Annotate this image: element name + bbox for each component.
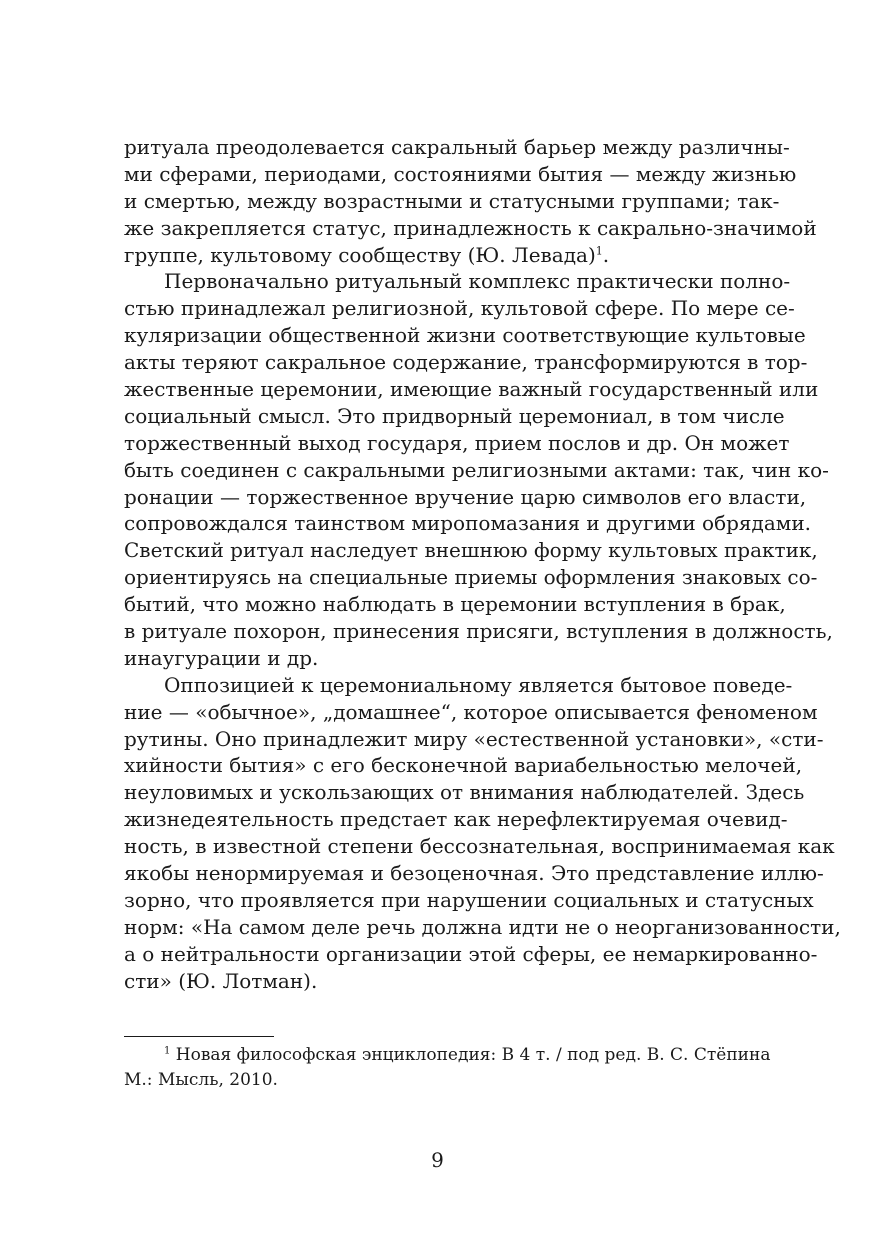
text-line: рутины. Оно принадлежит миру «естественной установки», «сти- — [124, 726, 824, 751]
footnote-line: М.: Мысль, 2010. — [124, 1070, 278, 1090]
text-line: стью принадлежал религиозной, культовой сфере. По мере се- — [124, 296, 795, 321]
text-line: быть соединен с сакральными религиозными актами: так, чин ко- — [124, 457, 829, 482]
paragraph-3 — [124, 672, 841, 995]
footnote-reference[interactable]: 1 — [595, 243, 603, 257]
text-line: жественные церемонии, имеющие важный государственный или — [124, 377, 819, 402]
text-line: неуловимых и ускользающих от внимания наблюдателей. Здесь — [124, 780, 805, 805]
text-line: норм: «На самом деле речь должна идти не о неорганизованности, — [124, 914, 841, 939]
footnote-marker: 1 — [164, 1045, 171, 1057]
page-number: 9 — [431, 1148, 444, 1172]
text-line: социальный смысл. Это придворный церемониал, в том числе — [124, 403, 785, 428]
footnote-divider — [124, 1036, 274, 1037]
text-line: в ритуале похорон, принесения присяги, вступления в должность, — [124, 619, 833, 644]
paragraph-2 — [124, 268, 833, 671]
text-line-last: группе, культовому сообществу (Ю. Левада)$^1$. — [124, 242, 610, 267]
text-line: якобы ненормируемая и безоценочная. Это представление иллю- — [124, 861, 824, 886]
text-line: группе, культовому сообществу (Ю. Левада) — [124, 242, 596, 267]
text-line: ориентируясь на специальные приемы оформления знаковых со- — [124, 565, 818, 590]
text-line: ность, в известной степени бессознательная, воспринимаемая как — [124, 834, 835, 859]
text-line-first: Оппозицией к церемониальному является бытовое поведе- — [164, 672, 793, 697]
text-line: ронации — торжественное вручение царю символов его власти, — [124, 484, 807, 509]
text-line: Светский ритуал наследует внешнюю форму культовых практик, — [124, 538, 818, 563]
text-line-last: инаугурации и др. — [124, 645, 319, 670]
text-line: жизнедеятельность предстает как нерефлектируемая очевид- — [124, 807, 788, 832]
text-line: и смертью, между возрастными и статусными группами; так- — [124, 188, 780, 213]
text-line: торжественный выход государя, прием послов и др. Он может — [124, 430, 790, 455]
footnote-line — [124, 1043, 771, 1068]
text-line: акты теряют сакральное содержание, трансформируются в тор- — [124, 350, 808, 375]
text-line: куляризации общественной жизни соответствующие культовые — [124, 323, 806, 348]
text-line: бытий, что можно наблюдать в церемонии вступления в брак, — [124, 592, 786, 617]
text-line: хийности бытия» с его бесконечной вариабельностью мелочей, — [124, 753, 803, 778]
text-line-first: Первоначально ритуальный комплекс практически полно- — [164, 269, 791, 294]
text-line-last: сти» (Ю. Лотман). — [124, 968, 318, 993]
text-line: а о нейтральности организации этой сферы, ее немаркированно- — [124, 941, 818, 966]
text-line: сопровождался таинством миропомазания и другими обрядами. — [124, 511, 812, 536]
body-text — [124, 134, 841, 995]
footnote — [124, 1043, 771, 1093]
text-line: ние — «обычное», „домашнее“, которое описывается феноменом — [124, 699, 818, 724]
paragraph-1 — [124, 134, 817, 268]
text-line: ми сферами, периодами, состояниями бытия — между жизнью — [124, 161, 797, 186]
text-line: зорно, что проявляется при нарушении социальных и статусных — [124, 887, 814, 912]
text-line: ритуала преодолевается сакральный барьер между различны- — [124, 135, 790, 159]
text-line: же закрепляется статус, принадлежность к сакрально-значимой — [124, 215, 817, 240]
footnote-text: Новая философская энциклопедия: В 4 т. / под ред. В. С. Стёпина — [175, 1045, 771, 1065]
